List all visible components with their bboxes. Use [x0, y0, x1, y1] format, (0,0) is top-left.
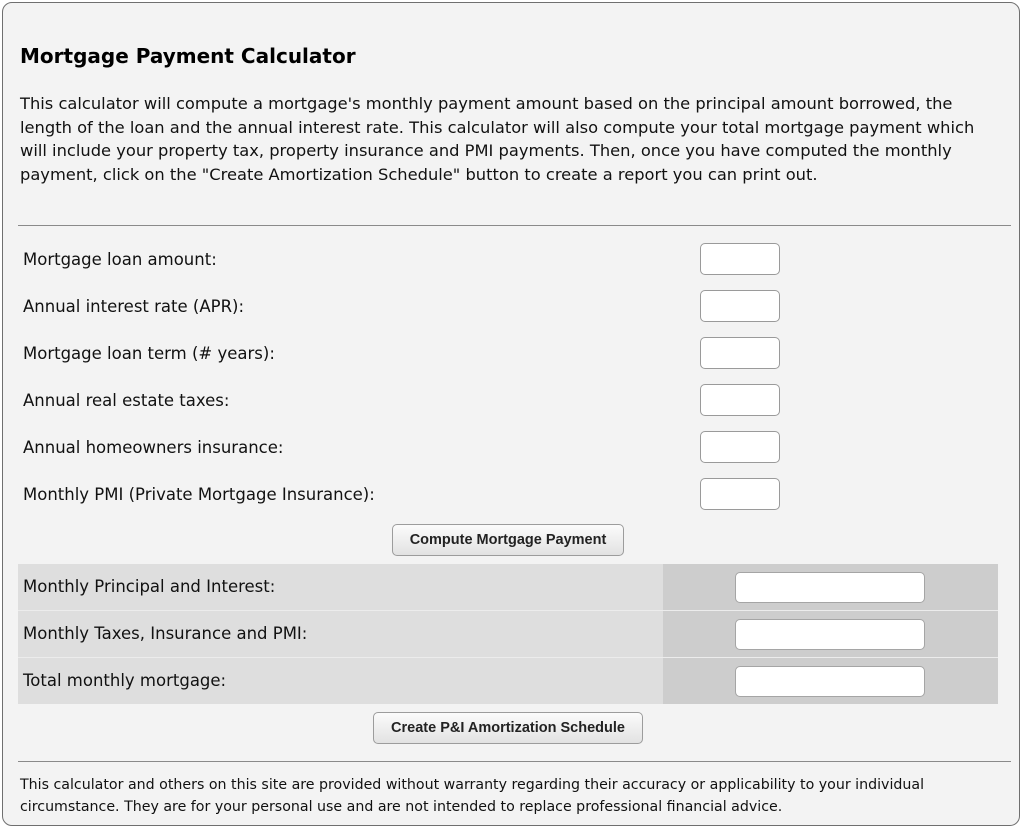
input-row-monthly-pmi	[18, 475, 1011, 515]
loan-amount-label: Mortgage loan amount:	[23, 250, 217, 269]
interest-rate-label: Annual interest rate (APR):	[23, 297, 245, 316]
intro-text: This calculator will compute a mortgage's monthly payment amount based on the principal amount borrowed, the length of the loan and the annual interest rate. This calculator will also compute your total mortgage payment which will include your property tax, property insurance and PMI payments. Then, once you have computed the monthly payment, click on the "Create Amortization Schedule" button to create a report you can print out.	[20, 94, 975, 184]
result-row-principal-interest	[18, 564, 998, 610]
total-monthly-label: Total monthly mortgage:	[23, 671, 227, 690]
loan-term-input[interactable]	[700, 337, 780, 369]
page-title: Mortgage Payment Calculator	[20, 44, 356, 68]
disclaimer-text: This calculator and others on this site are provided without warranty regarding their accuracy or applicability to your individual circumstance. They are for your personal use and are not intended to replace professional financial advice.	[20, 777, 925, 815]
homeowners-insurance-input[interactable]	[700, 431, 780, 463]
create-amortization-schedule-button[interactable]: Create P&I Amortization Schedule	[373, 712, 643, 744]
input-row-loan-term	[18, 334, 1011, 374]
real-estate-taxes-input[interactable]	[700, 384, 780, 416]
calculator-panel	[2, 2, 1020, 826]
loan-amount-input[interactable]	[700, 243, 780, 275]
monthly-pmi-input[interactable]	[700, 478, 780, 510]
principal-interest-label: Monthly Principal and Interest:	[23, 577, 276, 596]
result-row-taxes-insurance-pmi	[18, 611, 998, 657]
input-row-homeowners-insurance	[18, 428, 1011, 468]
total-monthly-output[interactable]	[735, 666, 925, 697]
input-row-real-estate-taxes	[18, 381, 1011, 421]
monthly-pmi-label: Monthly PMI (Private Mortgage Insurance):	[23, 485, 375, 504]
principal-interest-output[interactable]	[735, 572, 925, 603]
bottom-divider	[18, 761, 1011, 762]
homeowners-insurance-label: Annual homeowners insurance:	[23, 438, 284, 457]
input-row-interest-rate	[18, 287, 1011, 327]
top-divider	[18, 225, 1011, 226]
taxes-insurance-pmi-output[interactable]	[735, 619, 925, 650]
loan-term-label: Mortgage loan term (# years):	[23, 344, 275, 363]
results-section	[18, 564, 998, 704]
real-estate-taxes-label: Annual real estate taxes:	[23, 391, 230, 410]
input-row-loan-amount	[18, 240, 1011, 280]
interest-rate-input[interactable]	[700, 290, 780, 322]
result-row-total-monthly	[18, 658, 998, 704]
compute-mortgage-payment-button[interactable]: Compute Mortgage Payment	[392, 524, 624, 556]
taxes-insurance-pmi-label: Monthly Taxes, Insurance and PMI:	[23, 624, 308, 643]
